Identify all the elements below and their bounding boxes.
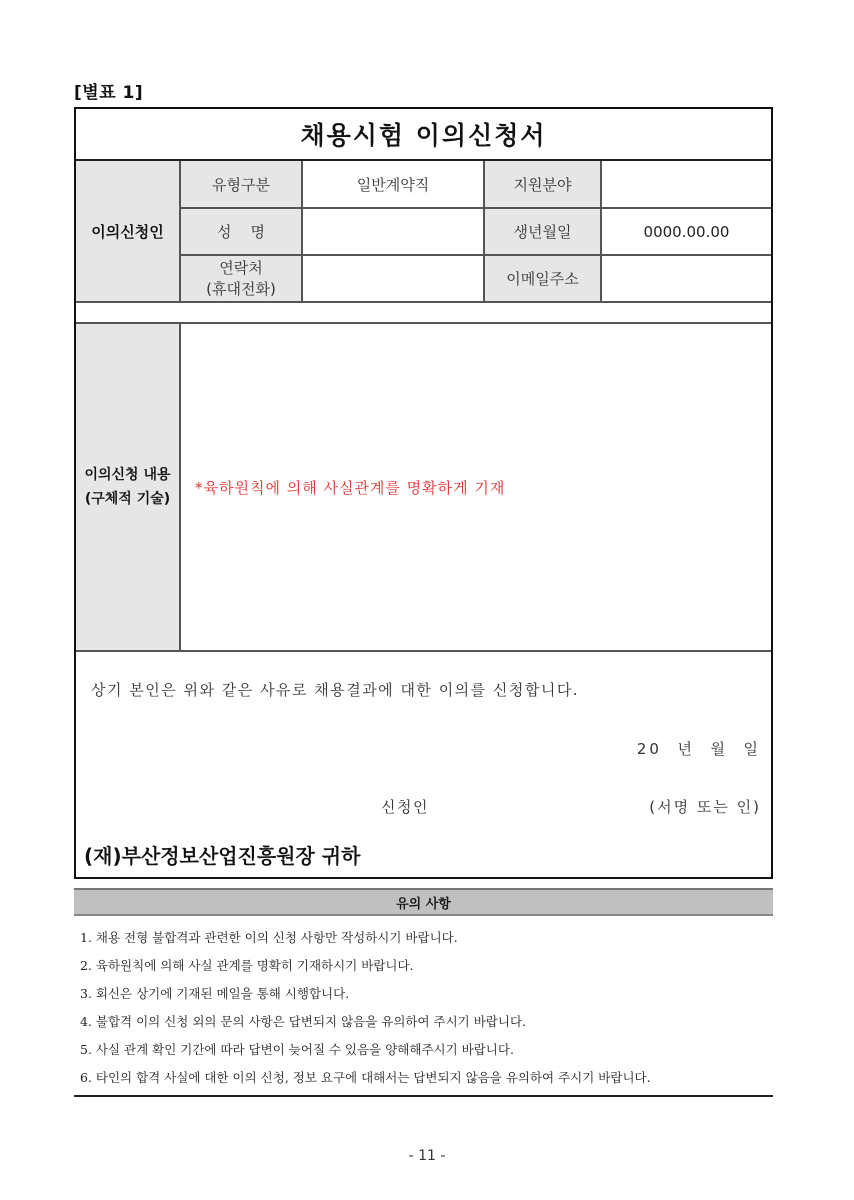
- notice-item: 6. 타인의 합격 사실에 대한 이의 신청, 정보 요구에 대해서는 답변되지 않음을 유의하여 주시기 바랍니다.: [80, 1070, 651, 1085]
- birthdate-field[interactable]: 0000.00.00: [643, 222, 730, 241]
- content-textarea[interactable]: [181, 324, 771, 650]
- applicant-section-label: 이의신청인: [76, 161, 179, 301]
- recipient: (재)부산정보산업진흥원장 귀하: [84, 844, 361, 868]
- bottom-divider: [74, 1095, 773, 1097]
- notice-item: 5. 사실 관계 확인 기간에 따라 답변이 늦어질 수 있음을 양해해주시기 바랍니다.: [80, 1042, 514, 1057]
- form-title: 채용시험 이의신청서: [300, 121, 547, 150]
- type-value-field[interactable]: 일반계약직: [356, 175, 430, 194]
- page-number: - 11 -: [408, 1148, 446, 1164]
- type-label: 유형구분: [181, 161, 301, 207]
- field-of-application-field[interactable]: [602, 161, 771, 207]
- appeal-form: [74, 107, 773, 879]
- notice-item: 4. 불합격 이의 신청 외의 문의 사항은 답변되지 않음을 유의하여 주시기 바랍니다.: [80, 1014, 527, 1029]
- phone-label-line1: 연락처: [219, 258, 263, 277]
- content-section-label: [76, 324, 179, 650]
- spacer-row: [76, 303, 771, 322]
- notice-item: 1. 채용 전형 불합격과 관련한 이의 신청 사항만 작성하시기 바랍니다.: [80, 930, 458, 945]
- notice-list: [80, 924, 770, 1092]
- annex-label: [별표 1]: [74, 83, 144, 103]
- name-field[interactable]: [303, 209, 483, 254]
- phone-field[interactable]: [303, 256, 483, 301]
- notice-title: 유의 사항: [74, 888, 773, 916]
- signature-field[interactable]: (서명 또는 인): [649, 798, 761, 816]
- date-line[interactable]: 20 년 월 일: [636, 740, 761, 758]
- phone-label-line2: (휴대전화): [206, 279, 276, 298]
- name-label: 성 명: [181, 209, 301, 254]
- content-label-line1: 이의신청 내용: [84, 467, 171, 483]
- content-label-line2: (구체적 기술): [84, 491, 171, 507]
- email-label: 이메일주소: [485, 256, 600, 301]
- birthdate-label: 생년월일: [485, 209, 600, 254]
- content-hint: *육하원칙에 의해 사실관계를 명확하게 기재: [195, 478, 506, 497]
- applicant-sign-label: 신청인: [381, 798, 429, 816]
- phone-label: [181, 256, 301, 301]
- notice-item: 2. 육하원칙에 의해 사실 관계를 명확히 기재하시기 바랍니다.: [80, 958, 414, 973]
- field-of-application-label: 지원분야: [485, 161, 600, 207]
- declaration-statement: 상기 본인은 위와 같은 사유로 채용결과에 대한 이의를 신청합니다.: [91, 681, 580, 699]
- notice-item: 3. 회신은 상기에 기재된 메일을 통해 시행합니다.: [80, 986, 350, 1001]
- email-field[interactable]: [602, 256, 771, 301]
